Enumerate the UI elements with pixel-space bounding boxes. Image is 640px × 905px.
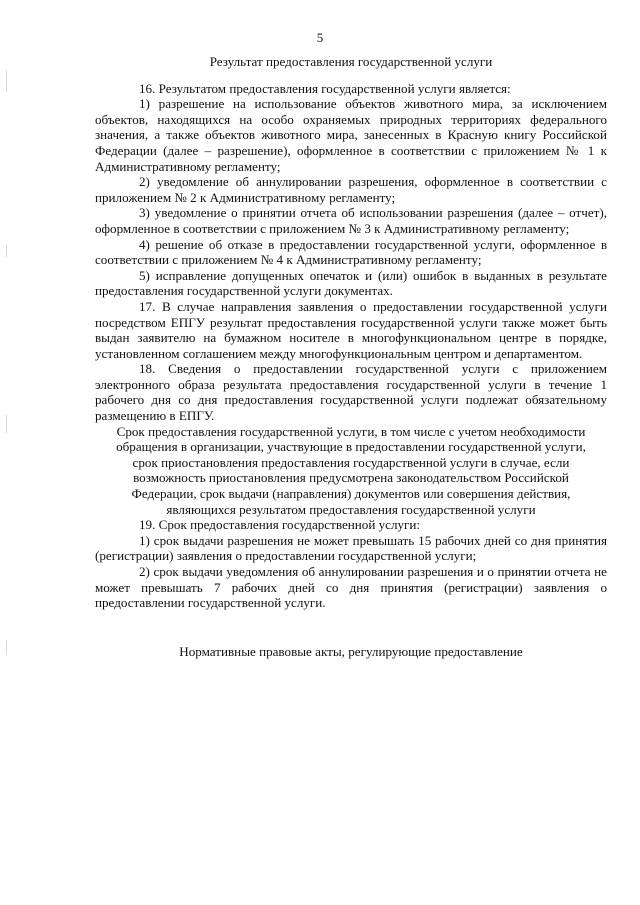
paragraph: 5) исправление допущенных опечаток и (или) ошибок в выданных в результате предоставления государственной услуги документах. [95, 267, 607, 299]
paragraph: 3) уведомление о принятии отчета об использовании разрешения (далее – отчет), оформленное в соответствии с приложением № 3 к Административному регламенту; [95, 205, 607, 236]
section-result-text [95, 81, 607, 424]
scan-artifact [6, 245, 7, 257]
paragraph: 19. Срок предоставления государственной услуги: [139, 517, 421, 533]
paragraph: 16. Результатом предоставления государственной услуги является: [139, 80, 511, 96]
document-body [95, 54, 607, 659]
scan-artifact [6, 640, 7, 654]
paragraph: 2) срок выдачи уведомления об аннулировании разрешения и о принятии отчета не может превышать 7 рабочих дней со дня принятия (регистрации) заявления о предоставлении государственной услуги. [95, 564, 607, 611]
paragraph: 1) срок выдачи разрешения не может превышать 15 рабочих дней со дня принятия (регистрации) заявления о предоставлении государственной услуги; [95, 532, 607, 564]
scan-artifact [6, 70, 7, 92]
scan-artifact [6, 415, 7, 433]
paragraph: 1) разрешение на использование объектов животного мира, за исключением объектов, находящихся на особо охраняемых природных территориях федерального значения, а также объектов животного мира, занесенных в Красную книгу Российской Федерации (далее – разрешение), оформленное в соответствии с приложением № 1 к Административному регламенту; [95, 96, 607, 174]
page-number: 5 [316, 30, 324, 45]
paragraph: 4) решение об отказе в предоставлении государственной услуги, оформленное в соответствии с приложением № 4 к Административному регламенту; [95, 236, 607, 268]
section-heading-legal-acts: Нормативные правовые акты, регулирующие предоставление [179, 643, 523, 659]
section-heading-term: Срок предоставления государственной услуги, в том числе с учетом необходимости обращения в организации, участвующие в предоставлении государственной услуги, срок приостановления предоставления государственной услуги в случае, если возможность приостановления предусмотрена законодательством Российской Федерации, срок выдачи (направления) документов или совершения действия, являющихся результатом предоставления государственной услуги [116, 423, 586, 517]
paragraph: 17. В случае направления заявления о предоставлении государственной услуги посредством ЕПГУ результат предоставления государственной услуги также может быть выдан заявителю на бумажном носителе в многофункциональном центре в порядке, установленном соглашением между многофункциональным центром и департаментом. [95, 298, 607, 361]
paragraph: 2) уведомление об аннулировании разрешения, оформленное в соответствии с приложением № 2 к Административному регламенту; [95, 174, 607, 205]
paragraph: 18. Сведения о предоставлении государственной услуги с приложением электронного образа результата предоставления государственной услуги в течение 1 рабочего дня со дня предоставления государственной услуги подлежат обязательному размещению в ЕПГУ. [95, 361, 607, 424]
section-heading-result: Результат предоставления государственной услуги [209, 54, 493, 69]
section-term-text [95, 517, 607, 611]
